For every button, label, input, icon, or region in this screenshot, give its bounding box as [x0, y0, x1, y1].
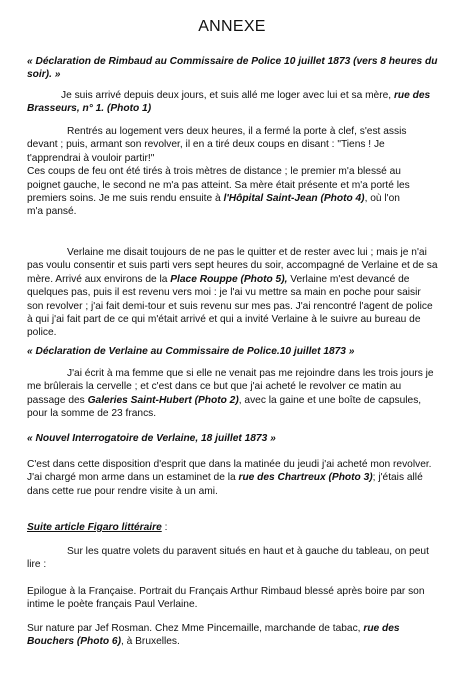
page-title: ANNEXE	[198, 18, 266, 35]
shooting-line-5: poignet gauche, le second ne m'a pas atteint. Sa mère était présente et m'a porté les	[27, 179, 410, 191]
paragraph-interrogation-end: ; j'étais allé dans cette rue pour rendre visite à un ami.	[27, 472, 423, 497]
paragraph-verlaine-follows-text: Verlaine me disait toujours de ne pas le quitter et de rester avec lui ; mais je n'ai pas voulu consentir et suis parti vers sept heures du soir, accompagné de Verlaine et de sa mère. Arrivé aux environs de la	[27, 247, 438, 285]
section-heading-new-interrogation: « Nouvel Interrogatoire de Verlaine, 18 juillet 1873 »	[27, 433, 276, 444]
place-rue-des-chartreux: rue des Chartreux (Photo 3)	[238, 472, 373, 484]
paragraph-revolver-purchase	[27, 367, 439, 421]
shooting-line-1: Rentrés au logement vers deux heures, il a fermé la porte à clef, s'est assis	[67, 126, 407, 137]
paragraph-rosman-text: Sur nature par Jef Rosman. Chez Mme Pincemaille, marchande de tabac,	[27, 623, 364, 634]
place-rue-des-bouchers: rue des Bouchers (Photo 6)	[27, 623, 400, 648]
paragraph-paravent	[27, 545, 439, 572]
paragraph-arrival-text: Je suis arrivé depuis deux jours, et suis allé me loger avec lui et sa mère,	[61, 90, 394, 101]
paragraph-rosman-end: , à Bruxelles.	[120, 636, 180, 648]
shooting-line-3: t'apprendrai à vouloir partir!"	[27, 152, 155, 164]
paragraph-epilogue: Epilogue à la Française. Portrait du Français Arthur Rimbaud blessé après boire par son intime le poète français Paul Verlaine.	[27, 586, 425, 611]
shooting-line-6-end: , où l'on	[364, 193, 400, 205]
shooting-line-7: m'a pansé.	[27, 206, 77, 218]
shooting-line-6: premiers soins. Je me suis rendu ensuite à	[27, 193, 224, 205]
shooting-line-4: Ces coups de feu ont été tirés à trois mètres de distance ; le premier m'a blessé au	[27, 166, 401, 178]
paragraph-verlaine-follows-end: Verlaine m'est devancé de quelques pas, puis il est revenu vers moi : je l'ai vu mettre sa main en poche pour saisir son revolver ; j'ai fait demi-tour et suis revenu sur mes pas. J'ai rencontré l'agent de police à qui j'ai fait part de ce qui m'était arrivé et qui a invité Verlaine à le suivre au bureau de police.	[27, 273, 433, 339]
place-rue-des-brasseurs: rue des Brasseurs, n° 1. (Photo 1)	[27, 90, 431, 115]
section-heading-rimbaud-declaration: « Déclaration de Rimbaud au Commissaire de Police 10 juillet 1873 (vers 8 heures du soir). »	[27, 56, 438, 81]
paragraph-rosman	[27, 622, 439, 649]
figaro-heading-text: Suite article Figaro littéraire	[27, 522, 162, 533]
section-heading-verlaine-declaration: « Déclaration de Verlaine au Commissaire de Police.10 juillet 1873 »	[27, 346, 355, 357]
section-heading-figaro	[27, 521, 439, 534]
paragraph-revolver-purchase-end: , avec la gaine et une boîte de capsules, pour la somme de 23 francs.	[27, 394, 422, 420]
place-hopital-saint-jean: l'Hôpital Saint-Jean (Photo 4)	[223, 193, 365, 205]
paragraph-interrogation	[27, 458, 439, 498]
paragraph-arrival	[27, 89, 439, 116]
paragraph-paravent-text: Sur les quatre volets du paravent situés en haut et à gauche du tableau, on peut lire :	[27, 546, 429, 571]
shooting-line-2: devant ; puis, armant son revolver, il en a tiré deux coups en disant : "Tiens ! Je	[27, 139, 385, 151]
place-galeries-saint-hubert: Galeries Saint-Hubert (Photo 2)	[87, 394, 239, 406]
paragraph-interrogation-text: C'est dans cette disposition d'esprit que dans la matinée du jeudi j'ai acheté mon revolver. J'ai chargé mon arme dans un estaminet de la	[27, 459, 432, 484]
paragraph-revolver-purchase-text: J'ai écrit à ma femme que si elle ne venait pas me rejoindre dans les trois jours je me brûlerais la cervelle ; et c'est dans ce but que j'ai acheté le revolver ce matin au passage des	[27, 368, 434, 406]
place-rouppe: Place Rouppe (Photo 5),	[170, 273, 288, 285]
figaro-heading-colon: :	[161, 522, 168, 533]
paragraph-verlaine-follows	[27, 246, 439, 340]
paragraph-shooting	[27, 125, 439, 219]
